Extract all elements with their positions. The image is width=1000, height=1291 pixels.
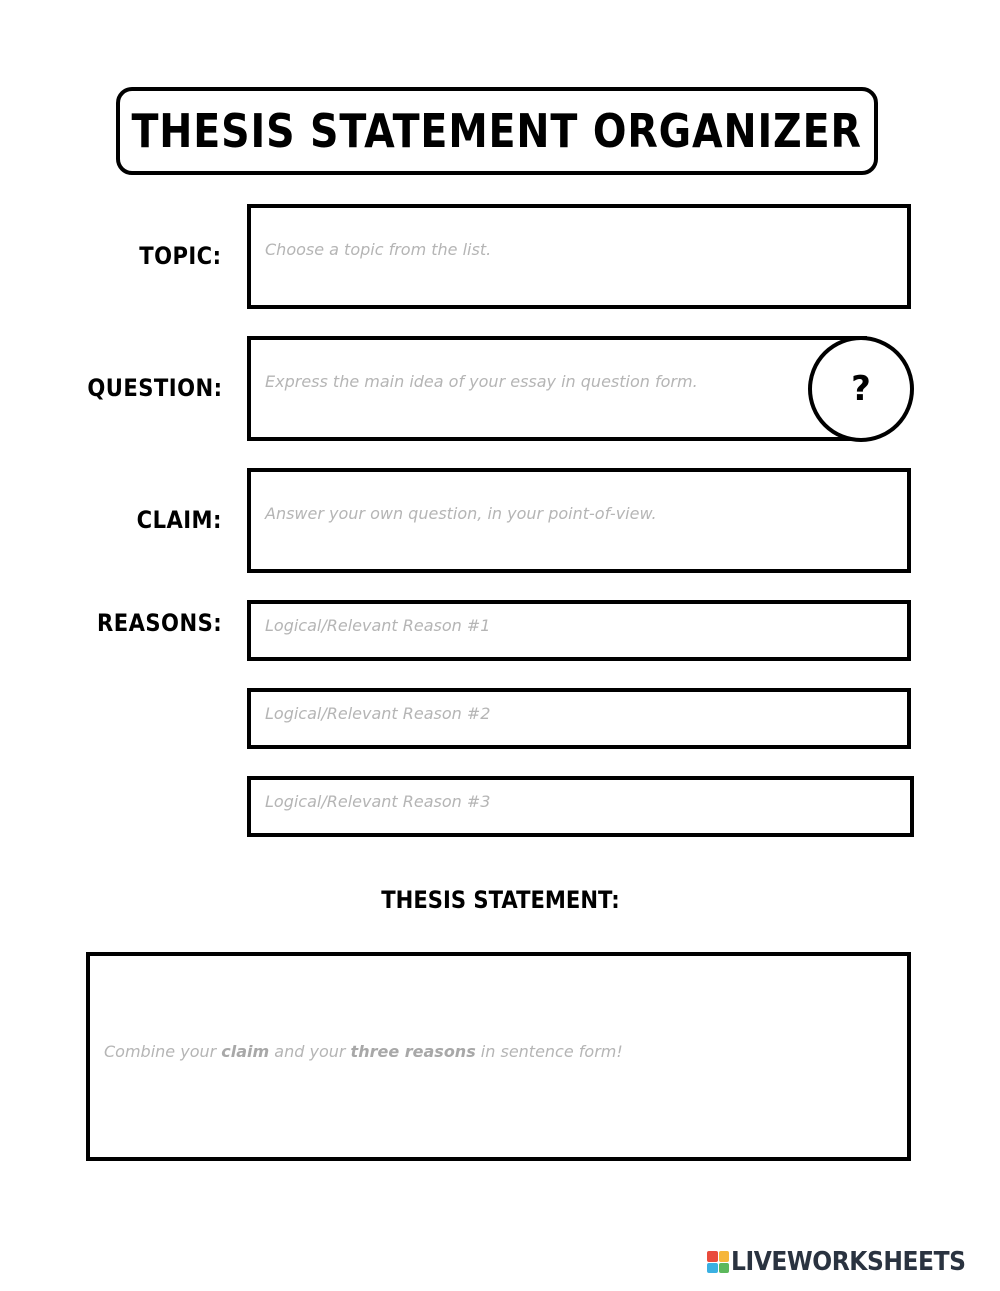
- page-title: THESIS STATEMENT ORGANIZER: [131, 104, 863, 158]
- thesis-placeholder-post: in sentence form!: [475, 1042, 623, 1061]
- question-label: QUESTION:: [86, 374, 222, 402]
- logo-square-2: [719, 1251, 730, 1262]
- question-placeholder: Express the main idea of your essay in question form.: [265, 372, 698, 391]
- logo-square-1: [707, 1251, 718, 1262]
- thesis-placeholder-mid: and your: [269, 1042, 351, 1061]
- reasons-label: REASONS:: [96, 609, 222, 637]
- thesis-placeholder-claim: claim: [221, 1042, 270, 1061]
- reason-field-2[interactable]: [247, 688, 911, 749]
- claim-label: CLAIM:: [136, 506, 222, 534]
- question-mark-glyph: ?: [851, 369, 871, 409]
- logo-square-3: [707, 1263, 718, 1274]
- reason-placeholder-2: Logical/Relevant Reason #2: [265, 704, 491, 723]
- title-box: [116, 87, 878, 175]
- topic-placeholder: Choose a topic from the list.: [265, 240, 492, 259]
- thesis-heading-text: THESIS STATEMENT:: [380, 886, 620, 914]
- reason-field-3[interactable]: [247, 776, 914, 837]
- thesis-heading: [0, 886, 1000, 914]
- thesis-field[interactable]: [86, 952, 911, 1161]
- claim-placeholder: Answer your own question, in your point-of-view.: [265, 504, 657, 523]
- brand-name: LIVEWORKSHEETS: [731, 1247, 966, 1277]
- reason-placeholder-3: Logical/Relevant Reason #3: [265, 792, 491, 811]
- reason-placeholder-1: Logical/Relevant Reason #1: [265, 616, 491, 635]
- question-mark-icon: [808, 336, 914, 442]
- claim-field[interactable]: [247, 468, 911, 573]
- question-field[interactable]: [247, 336, 867, 441]
- thesis-placeholder: [104, 1042, 623, 1061]
- thesis-placeholder-reasons: three reasons: [350, 1042, 476, 1061]
- logo-square-4: [719, 1263, 730, 1274]
- liveworksheets-logo-icon: [707, 1251, 729, 1273]
- topic-field[interactable]: [247, 204, 911, 309]
- liveworksheets-brand: [707, 1247, 992, 1277]
- topic-label: TOPIC:: [139, 242, 222, 270]
- thesis-placeholder-pre: Combine your: [104, 1042, 222, 1061]
- reason-field-1[interactable]: [247, 600, 911, 661]
